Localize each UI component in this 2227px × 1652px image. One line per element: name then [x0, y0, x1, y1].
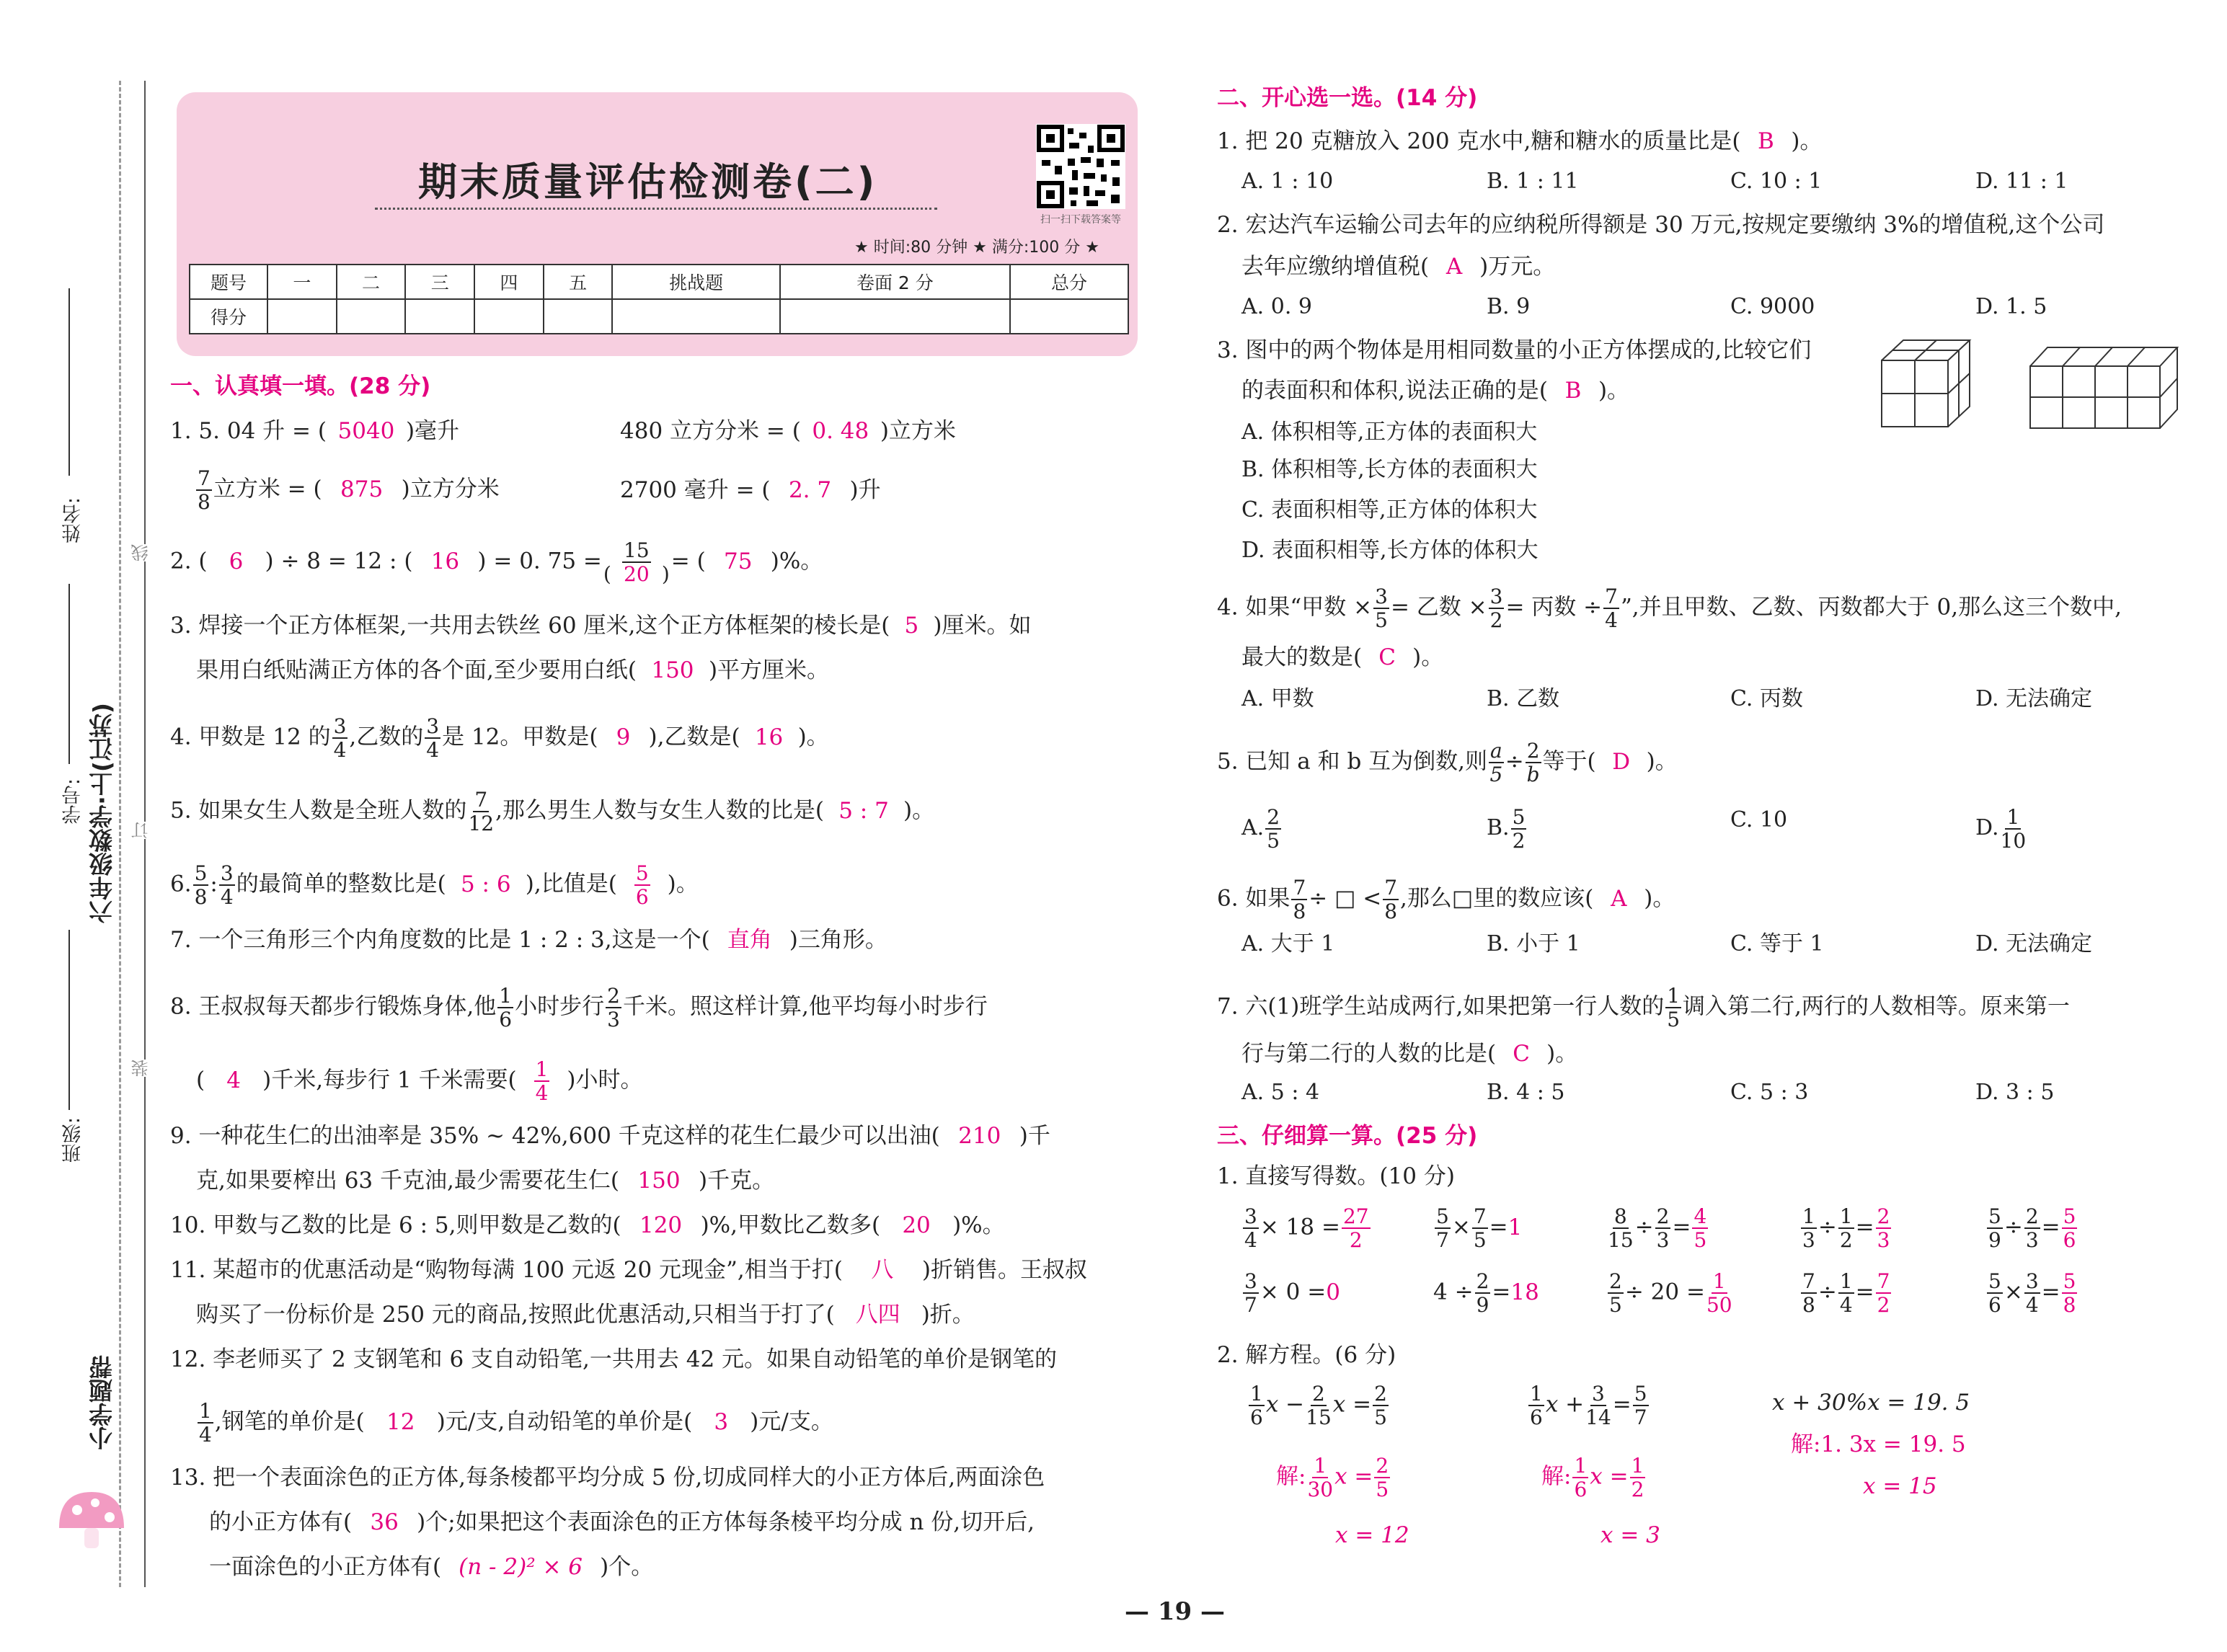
fraction: $\frac{7}{8}$	[198, 466, 211, 514]
answer-fraction: $\frac{1}{50}$	[1706, 1269, 1732, 1317]
operator: =	[1489, 1214, 1508, 1240]
fraction: $\frac{5}{6}$	[1988, 1269, 2001, 1317]
fraction: $\frac{3}{4}$	[333, 714, 347, 762]
fraction: $\frac{15}{( 20 )}$	[603, 538, 670, 586]
answer-fraction: $\frac{7}{2}$	[1877, 1269, 1890, 1317]
option: D. 无法确定	[1975, 686, 2093, 711]
s1-q3-line1: 3. 焊接一个正方体框架,一共用去铁丝 60 厘米,这个正方体框架的棱长是( 5 )厘米。如	[170, 613, 1032, 639]
answer: 18	[1510, 1279, 1539, 1305]
option: A. 体积相等,正方体的表面积大	[1241, 419, 1538, 445]
s3-part2-title: 2. 解方程。(6 分)	[1217, 1342, 1396, 1368]
option: D. 3 : 5	[1975, 1080, 2055, 1105]
grade-label: 六年级数学·上(江苏)	[88, 703, 116, 924]
s1-q9-line2: 克,如果要榨出 63 千克油,最少需要花生仁( 150 )千克。	[196, 1168, 775, 1194]
answer: 36	[370, 1509, 399, 1535]
s1-q11-line2: 购买了一份标价是 250 元的商品,按照此优惠活动,只相当于打了( 八四 )折。	[196, 1302, 975, 1328]
exam-title: 期末质量评估检测卷(二)	[418, 159, 878, 205]
text: 480 立方分米 = (	[620, 418, 801, 444]
fraction: $\frac{2}{5}$	[1374, 1382, 1387, 1429]
s1-q11-line1: 11. 某超市的优惠活动是“购物每满 100 元返 20 元现金”,相当于打( 八 )折销售。王叔叔	[170, 1257, 1087, 1283]
equation-3: x + 30%x = 19. 5	[1772, 1390, 1970, 1416]
fraction: $\frac{3}{4}$	[220, 861, 234, 909]
table-cell: 挑战题	[612, 265, 779, 299]
option: C. 表面积相等,正方体的体积大	[1241, 497, 1538, 523]
text: )立方分米	[401, 476, 500, 502]
calc-item	[1241, 1270, 1340, 1316]
answer: 2. 7	[788, 477, 832, 503]
option: A. $\frac{2}{5}$	[1241, 805, 1280, 853]
answer: 20	[902, 1212, 931, 1238]
table-cell: 二	[337, 265, 406, 299]
score-input-cell[interactable]	[1010, 299, 1128, 334]
operator: =	[1492, 1279, 1511, 1305]
option: A. 0. 9	[1241, 294, 1312, 319]
score-table	[189, 264, 1129, 334]
answer: 5 : 6	[460, 871, 511, 897]
operator: ÷	[1634, 1214, 1654, 1240]
equation-1-solution: 解: $\frac{1}{30}$ x = $\frac{2}{5}$	[1276, 1454, 1389, 1501]
fraction: $\frac{1}{4}$	[1839, 1269, 1853, 1317]
calc-item	[1433, 1270, 1539, 1316]
fraction: $\frac{7}{5}$	[1473, 1204, 1487, 1252]
answer: D	[1612, 748, 1631, 775]
fraction: $\frac{7}{8}$	[1384, 876, 1398, 923]
fraction: $\frac{5}{8}$	[194, 861, 208, 909]
s1-q8-line2: ( 4 )千米,每步行 1 千米需要( $\frac{1}{4}$ )小时。	[196, 1057, 643, 1105]
s2-q5: 5. 已知 a 和 b 互为倒数,则 $\frac{a}{5}$ ÷ $\frac{2}{b}$ 等于( D )。	[1217, 739, 1678, 786]
s1-q1d	[620, 476, 881, 505]
answer-fraction: $\frac{1}{4}$	[535, 1057, 549, 1105]
fraction: $\frac{3}{7}$	[1244, 1269, 1257, 1317]
option: A. 甲数	[1241, 686, 1314, 711]
text: 立方米 = (	[213, 476, 322, 502]
table-cell: 三	[405, 265, 474, 299]
table-cell: 得分	[190, 299, 267, 334]
option: D. 1. 5	[1975, 294, 2047, 319]
equation-3-solution: 解:1. 3x = 19. 5	[1791, 1431, 1966, 1457]
s2-q2-line2: 去年应缴纳增值税( A )万元。	[1241, 254, 1556, 280]
operator: ×	[2004, 1279, 2023, 1305]
text: 1. 5. 04 升 = (	[170, 418, 327, 444]
score-table-header-row	[190, 265, 1128, 299]
calc-item	[1799, 1205, 1892, 1251]
text: 2700 毫升 = (	[620, 477, 771, 503]
score-input-cell[interactable]	[544, 299, 613, 334]
answer-fraction: $\frac{4}{5}$	[1694, 1204, 1707, 1252]
answer: 八四	[855, 1302, 900, 1328]
s1-q4: 4. 甲数是 12 的 $\frac{3}{4}$ ,乙数的 $\frac{3}{4}$ 是 12。甲数是( 9 ),乙数是( 16 )。	[170, 714, 829, 762]
option: C. 10 : 1	[1730, 169, 1823, 194]
fraction: $\frac{5}{9}$	[1988, 1204, 2001, 1252]
fraction: $\frac{3}{2}$	[1489, 585, 1503, 632]
s2-q7-line2: 行与第二行的人数的比是( C )。	[1241, 1041, 1578, 1067]
score-input-cell[interactable]	[780, 299, 1010, 334]
calc-item	[1985, 1270, 2078, 1316]
title-underline	[375, 208, 937, 210]
answer: 八	[871, 1257, 894, 1283]
s2-q2-line1: 2. 宏达汽车运输公司去年的应纳税所得额是 30 万元,按规定要缴纳 3%的增值税,这个公司	[1217, 212, 2105, 238]
answer: C	[1513, 1041, 1530, 1067]
fraction: $\frac{5}{7}$	[1634, 1382, 1647, 1429]
answer: B	[1758, 128, 1774, 154]
s1-q10: 10. 甲数与乙数的比是 6 : 5,则甲数是乙数的( 120 )%,甲数比乙数多( 20 )%。	[170, 1212, 1005, 1238]
class-label: 班级:	[62, 1117, 84, 1163]
fraction: $\frac{2}{3}$	[1656, 1204, 1670, 1252]
text: )毫升	[405, 418, 460, 444]
cut-mark-ding: 订	[128, 822, 154, 839]
fraction: $\frac{1}{5}$	[1667, 984, 1681, 1031]
fraction: $\frac{2}{9}$	[1476, 1269, 1489, 1317]
answer: (n - 2)² × 6	[459, 1554, 583, 1580]
answer: C	[1378, 644, 1396, 670]
fraction: $\frac{3}{14}$	[1585, 1382, 1611, 1429]
option: A. 1 : 10	[1241, 169, 1334, 194]
option: C. 丙数	[1730, 686, 1803, 711]
option: D. 无法确定	[1975, 931, 2093, 956]
score-input-cell[interactable]	[405, 299, 474, 334]
answer-fraction: $\frac{5}{6}$	[2063, 1204, 2076, 1252]
operator: ÷	[1818, 1279, 1837, 1305]
equation-3-result: x = 15	[1863, 1473, 1937, 1499]
operator: × 0 =	[1259, 1279, 1327, 1305]
fraction: $\frac{8}{15}$	[1608, 1204, 1634, 1252]
fraction: $\frac{3}{4}$	[1244, 1204, 1257, 1252]
class-underline	[68, 930, 70, 1110]
answer: B	[1564, 378, 1582, 404]
s1-q2: 2. ( 6 ) ÷ 8 = 12 : ( 16 ) = 0. 75 = $\frac{15}{( 20 )}$ = ( 75 )%。	[170, 538, 823, 586]
answer-fraction: $\frac{5}{8}$	[2063, 1269, 2076, 1317]
s2-q4-line1: 4. 如果“甲数 × $\frac{3}{5}$ = 乙数 × $\frac{3}{2}$ = 丙数 ÷ $\frac{7}{4}$ ”,并且甲数、乙数、丙数都大于 0,那么这三个数中,	[1217, 585, 2122, 632]
answer: 5	[904, 613, 919, 639]
calc-item	[1241, 1205, 1372, 1251]
answer: 5040	[337, 418, 395, 444]
fraction: $\frac{3}{4}$	[2025, 1269, 2039, 1317]
text: )升	[849, 477, 881, 503]
fraction: $\frac{2}{3}$	[607, 984, 620, 1031]
option: C. 10	[1730, 807, 1788, 832]
s2-q6: 6. 如果 $\frac{7}{8}$ ÷ □ < $\frac{7}{8}$ ,那么□里的数应该( A )。	[1217, 876, 1675, 923]
section3-title: 三、仔细算一算。(25 分)	[1217, 1123, 1478, 1149]
answer: 0. 48	[812, 418, 869, 444]
operator: ÷ 20 =	[1624, 1279, 1705, 1305]
answer-fraction: $\frac{5}{6}$	[635, 861, 649, 909]
s2-q1: 1. 把 20 克糖放入 200 克水中,糖和糖水的质量比是( B )。	[1217, 128, 1823, 154]
calc-item	[1606, 1270, 1734, 1316]
fraction: $\frac{2}{3}$	[2025, 1204, 2039, 1252]
answer: A	[1611, 885, 1627, 912]
score-table-score-row	[190, 299, 1128, 334]
equation-1: $\frac{1}{6}$ x − $\frac{2}{15}$ x = $\frac{2}{5}$	[1250, 1382, 1387, 1429]
fraction: $\frac{1}{6}$	[499, 984, 513, 1031]
answer: 120	[639, 1212, 683, 1238]
fraction: $\frac{5}{7}$	[1436, 1204, 1449, 1252]
student-id-label: 学号:	[62, 778, 84, 825]
answer: 150	[651, 657, 694, 683]
option: B. 乙数	[1487, 686, 1560, 711]
operator: ÷	[2004, 1214, 2023, 1240]
answer: 6	[229, 548, 244, 574]
answer: 20	[624, 562, 650, 586]
s1-q12-line2: $\frac{1}{4}$ ,钢笔的单价是( 12 )元/支,自动铅笔的单价是( 3 )元/支。	[199, 1399, 833, 1447]
fraction: $\frac{7}{8}$	[1802, 1269, 1815, 1317]
fraction: $\frac{7}{12}$	[468, 788, 495, 835]
fraction: $\frac{7}{4}$	[1605, 585, 1618, 632]
fraction: $\frac{2}{5}$	[1609, 1269, 1622, 1317]
name-underline	[68, 288, 70, 476]
answer-fraction: $\frac{2}{3}$	[1877, 1204, 1890, 1252]
operator: 4 ÷	[1433, 1279, 1474, 1305]
table-cell: 四	[474, 265, 544, 299]
operator: =	[1855, 1214, 1874, 1240]
equation-1-result: x = 12	[1335, 1522, 1409, 1548]
score-input-cell[interactable]	[337, 299, 406, 334]
option: B. 小于 1	[1487, 931, 1580, 956]
answer: 150	[637, 1168, 681, 1194]
fraction: $\frac{1}{2}$	[1839, 1204, 1853, 1252]
operator: =	[2041, 1214, 2060, 1240]
option: B. 1 : 11	[1487, 169, 1579, 194]
option: B. 9	[1487, 294, 1531, 319]
option: A. 大于 1	[1241, 931, 1335, 956]
s1-q9-line1: 9. 一种花生仁的出油率是 35% ~ 42%,600 千克这样的花生仁最少可以出油( 210 )千	[170, 1123, 1050, 1149]
fraction: $\frac{2}{15}$	[1306, 1382, 1332, 1429]
s2-q4-line2: 最大的数是( C )。	[1241, 644, 1444, 670]
fraction: $\frac{2}{b}$	[1526, 739, 1540, 786]
page-number: — 19 —	[1125, 1597, 1225, 1626]
table-cell: 五	[544, 265, 613, 299]
answer: 9	[616, 724, 631, 750]
fraction: $\frac{a}{5}$	[1489, 739, 1503, 786]
s1-q8-line1: 8. 王叔叔每天都步行锻炼身体,他 $\frac{1}{6}$ 小时步行 $\frac{2}{3}$ 千米。照这样计算,他平均每小时步行	[170, 984, 988, 1031]
answer: 0	[1326, 1279, 1340, 1305]
operator: =	[2041, 1279, 2060, 1305]
answer: 210	[958, 1123, 1001, 1149]
calc-item	[1985, 1205, 2078, 1251]
operator: ÷	[1818, 1214, 1837, 1240]
option: A. 5 : 4	[1241, 1080, 1320, 1105]
score-input-cell[interactable]	[612, 299, 779, 334]
operator: =	[1855, 1279, 1874, 1305]
s1-q1c	[195, 467, 500, 513]
s1-q3-line2: 果用白纸贴满正方体的各个面,至少要用白纸( 150 )平方厘米。	[196, 657, 830, 683]
answer-fraction: $\frac{27}{2}$	[1342, 1204, 1369, 1252]
option: D. 表面积相等,长方体的体积大	[1241, 538, 1538, 563]
answer: 16	[754, 724, 784, 750]
s2-q7-line1: 7. 六(1)班学生站成两行,如果把第一行人数的 $\frac{1}{5}$ 调入第二行,两行的人数相等。原来第一	[1217, 984, 2070, 1031]
answer: 1	[1507, 1214, 1523, 1240]
calc-item	[1606, 1205, 1709, 1251]
s2-q3-line1: 3. 图中的两个物体是用相同数量的小正方体摆成的,比较它们	[1217, 337, 1812, 363]
cut-mark-xian: 线	[128, 544, 154, 561]
equation-2: $\frac{1}{6}$ x + $\frac{3}{14}$ = $\frac{5}{7}$	[1530, 1382, 1647, 1429]
s1-q5: 5. 如果女生人数是全班人数的 $\frac{7}{12}$ ,那么男生人数与女生人数的比是( 5 : 7 )。	[170, 788, 935, 835]
time-score-info: ★ 时间:80 分钟 ★ 满分:100 分 ★	[854, 239, 1099, 257]
section1-title: 一、认真填一填。(28 分)	[170, 373, 431, 399]
option: D. $\frac{1}{10}$	[1975, 805, 2027, 853]
s3-part1-title: 1. 直接写得数。(10 分)	[1217, 1163, 1455, 1189]
answer: 5 : 7	[838, 797, 889, 824]
option: C. 等于 1	[1730, 931, 1824, 956]
fraction: $\frac{1}{3}$	[1802, 1204, 1815, 1252]
section2-title: 二、开心选一选。(14 分)	[1217, 85, 1478, 111]
qr-code-icon[interactable]	[1036, 124, 1125, 209]
student-id-underline	[68, 584, 70, 764]
fraction: $\frac{7}{8}$	[1293, 876, 1306, 923]
cut-line-outer	[119, 81, 121, 1587]
qr-caption: 扫一扫下载答案等	[1040, 214, 1121, 226]
binding-margin	[0, 0, 151, 1652]
s1-q1b	[620, 417, 956, 445]
text: )立方米	[880, 418, 956, 444]
s1-q6: 6. $\frac{5}{8}$ : $\frac{3}{4}$ 的最简单的整数比是( 5 : 6 ),比值是( $\frac{5}{6}$ )。	[170, 861, 699, 909]
table-cell: 卷面 2 分	[780, 265, 1010, 299]
name-label: 姓名:	[62, 497, 84, 543]
s1-q12-line1: 12. 李老师买了 2 支钢笔和 6 支自动铅笔,一共用去 42 元。如果自动铅笔的单价是钢笔的	[170, 1346, 1058, 1372]
option: B. $\frac{5}{2}$	[1487, 805, 1526, 853]
s1-q13-line2: 的小正方体有( 36 )个;如果把这个表面涂色的正方体每条棱平均分成 n 份,切开后,	[209, 1509, 1035, 1535]
score-input-cell[interactable]	[474, 299, 544, 334]
s1-q13-line3: 一面涂色的小正方体有( (n - 2)² × 6 )个。	[209, 1554, 654, 1580]
operator: × 18 =	[1259, 1214, 1340, 1240]
mushroom-logo-icon	[52, 1485, 131, 1553]
table-cell: 题号	[190, 265, 267, 299]
s1-q7: 7. 一个三角形三个内角度数的比是 1 : 2 : 3,这是一个( 直角 )三角形。	[170, 927, 887, 953]
equation-2-solution: 解: $\frac{1}{6}$ x = $\frac{1}{2}$	[1541, 1454, 1644, 1501]
fraction: $\frac{1}{4}$	[199, 1399, 212, 1447]
answer: 12	[386, 1408, 415, 1435]
answer: 直角	[727, 927, 772, 953]
option: B. 体积相等,长方体的表面积大	[1241, 457, 1538, 482]
cuboid-figure-icon	[2029, 346, 2180, 430]
answer: 4	[226, 1067, 241, 1093]
option: B. 4 : 5	[1487, 1080, 1565, 1105]
option: C. 9000	[1730, 294, 1815, 319]
option: D. 11 : 1	[1975, 169, 2068, 194]
equation-2-result: x = 3	[1600, 1522, 1660, 1548]
answer: 875	[340, 476, 384, 502]
calc-item	[1799, 1270, 1892, 1316]
s1-q13-line1: 13. 把一个表面涂色的正方体,每条棱都平均分成 5 份,切成同样大的小正方体后,两面涂色	[170, 1465, 1045, 1491]
operator: =	[1672, 1214, 1691, 1240]
option: C. 5 : 3	[1730, 1080, 1809, 1105]
answer: A	[1445, 254, 1463, 280]
calc-item	[1433, 1205, 1522, 1251]
cut-mark-zhuang: 装	[128, 1060, 154, 1077]
operator: ×	[1451, 1214, 1471, 1240]
fraction: $\frac{1}{6}$	[1250, 1382, 1263, 1429]
table-cell: 总分	[1010, 265, 1128, 299]
fraction: $\frac{3}{4}$	[426, 714, 440, 762]
score-input-cell[interactable]	[267, 299, 337, 334]
fraction: $\frac{1}{6}$	[1530, 1382, 1543, 1429]
answer: 3	[714, 1408, 729, 1435]
cube-figure-icon	[1880, 339, 1981, 430]
table-cell: 一	[267, 265, 337, 299]
fraction: $\frac{3}{5}$	[1375, 585, 1388, 632]
s1-q1a	[170, 417, 459, 445]
answer: 16	[430, 548, 460, 574]
answer: 75	[723, 548, 753, 574]
brand-label: 小学题帮	[88, 1355, 116, 1450]
s2-q3-line2: 的表面积和体积,说法正确的是( B )。	[1241, 378, 1630, 404]
